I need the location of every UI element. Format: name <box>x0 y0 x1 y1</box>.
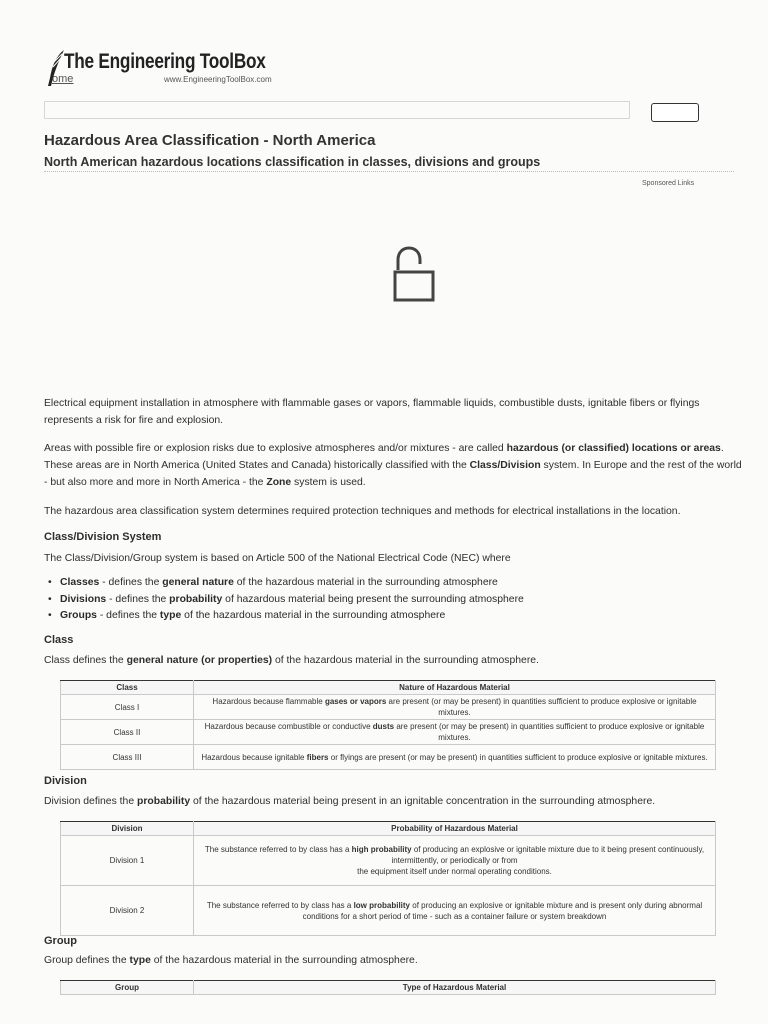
text: Hazardous because flammable <box>212 697 325 706</box>
text: are present (or may be present) in quantities sufficient to produce explosive or ignitable mixtures. <box>386 697 697 717</box>
list-item <box>44 575 524 592</box>
column-header: Probability of Hazardous Material <box>194 822 716 836</box>
column-header: Class <box>61 681 194 695</box>
bold-text: type <box>159 610 182 621</box>
table-header-row <box>61 981 716 995</box>
bold-text: Divisions <box>60 593 107 605</box>
column-header: Division <box>61 822 194 836</box>
bold-text: Groups <box>60 610 97 621</box>
section-heading-cds: Class/Division System <box>44 531 162 543</box>
text: Group defines the <box>44 955 130 966</box>
text: Division defines the <box>44 796 137 807</box>
bold-text: high probability <box>351 845 412 854</box>
cds-bullet-list <box>44 575 524 625</box>
bold-text: Classes <box>60 577 100 588</box>
table-row <box>61 720 716 745</box>
bold-text: type <box>129 955 151 966</box>
text: system. In Europe and the rest of the world - but also more and more in North America - the <box>44 460 742 488</box>
column-header: Group <box>61 981 194 995</box>
bold-text: Zone <box>266 477 292 488</box>
sponsored-links-label: Sponsored Links <box>642 180 695 187</box>
section-heading-group: Group <box>44 935 77 947</box>
class-text <box>44 652 744 669</box>
group-text <box>44 952 744 969</box>
bold-text: hazardous (or classified) locations or areas <box>506 443 721 454</box>
intro-paragraph-3: The hazardous area classification system determines required protection techniques and methods for electrical installations in the location. <box>44 506 681 517</box>
class-description <box>194 745 716 770</box>
table-row <box>61 836 716 886</box>
search-bar[interactable] <box>44 101 630 119</box>
class-name: Class I <box>61 695 194 720</box>
page-subtitle: North American hazardous locations classification in classes, divisions and groups <box>44 155 541 169</box>
division-description <box>194 836 716 886</box>
section-heading-division: Division <box>44 775 87 787</box>
text: Hazardous because combustible or conductive <box>204 722 373 731</box>
column-header: Nature of Hazardous Material <box>194 681 716 695</box>
unlocked-lock-icon <box>392 246 436 302</box>
text: Hazardous because ignitable <box>201 752 307 762</box>
bold-text: gases or vapors <box>324 697 387 706</box>
class-name: Class III <box>61 745 194 770</box>
class-table <box>60 680 716 770</box>
bold-text: general nature (or properties) <box>126 655 273 666</box>
text: of the hazardous material in the surrounding atmosphere. <box>150 955 418 966</box>
text: of the hazardous material in the surrounding atmosphere. <box>272 655 539 666</box>
class-name: Class II <box>61 720 194 745</box>
text: Class defines the <box>44 655 127 666</box>
list-item <box>44 592 524 609</box>
section-heading-class: Class <box>44 634 74 646</box>
text: are present (or may be present) in quantities sufficient to produce explosive or ignitable mixtures. <box>394 722 705 742</box>
site-url: www.EngineeringToolBox.com <box>164 75 272 84</box>
class-description <box>194 695 716 720</box>
text: of the hazardous material in the surrounding atmosphere <box>233 577 498 588</box>
bold-text: Class/Division <box>469 460 541 471</box>
intro-paragraph-2 <box>44 440 744 491</box>
table-header-row <box>61 681 716 695</box>
text: . These areas are in North America (United States and Canada) historically classified with the <box>44 443 724 471</box>
bold-text: fibers <box>306 752 329 762</box>
text: The substance referred to by class has a <box>206 900 354 910</box>
table-row <box>61 745 716 770</box>
division-table <box>60 821 716 936</box>
bold-text: low probability <box>353 900 411 910</box>
bold-text: dusts <box>372 722 395 731</box>
home-link[interactable]: ome <box>52 73 74 85</box>
text: - defines the <box>106 593 170 605</box>
text: of the hazardous material being present in an ignitable concentration in the surrounding atmosphere. <box>190 796 656 807</box>
table-row <box>61 886 716 936</box>
text: Areas with possible fire or explosion risks due to explosive atmospheres and/or mixtures - are called <box>44 443 507 454</box>
menu-button[interactable] <box>651 103 699 122</box>
table-header-row <box>61 822 716 836</box>
page-title: Hazardous Area Classification - North America <box>44 132 376 149</box>
list-item <box>44 608 524 625</box>
table-row <box>61 695 716 720</box>
divider <box>44 171 734 172</box>
text: - defines the <box>99 577 163 588</box>
group-table <box>60 980 716 995</box>
column-header: Type of Hazardous Material <box>194 981 716 995</box>
bold-text: probability <box>169 593 223 605</box>
text: of hazardous material being present the surrounding atmosphere <box>222 593 524 605</box>
division-text <box>44 793 744 810</box>
bold-text: general nature <box>162 577 234 588</box>
text: The substance referred to by class has a <box>204 845 352 854</box>
intro-paragraph-1: Electrical equipment installation in atmosphere with flammable gases or vapors, flammable liquids, combustible dusts, ignitable fibers or flyings represents a risk for fire and explosion. <box>44 398 700 426</box>
text: - defines the <box>96 610 160 621</box>
text: system is used. <box>291 477 366 488</box>
division-name: Division 2 <box>61 886 194 936</box>
text: the equipment itself under normal operating conditions. <box>357 867 552 876</box>
text: of producing an explosive or ignitable mixture due to it being present continuously, intermittently, or periodically or from <box>391 845 705 865</box>
text: of the hazardous material in the surrounding atmosphere <box>181 610 446 621</box>
division-name: Division 1 <box>61 836 194 886</box>
text: or flyings are present (or may be present) in quantities sufficient to produce explosive or ignitable mixtures. <box>328 752 708 762</box>
cds-text: The Class/Division/Group system is based on Article 500 of the National Electrical Code (NEC) where <box>44 553 511 564</box>
text: of producing an explosive or ignitable mixture and is present only during abnormal conditions for a short period of time - such as a container failure or system breakdown <box>302 900 703 921</box>
division-description <box>194 886 716 936</box>
bold-text: probability <box>137 796 191 807</box>
site-logo-title[interactable]: The Engineering ToolBox <box>64 50 266 73</box>
class-description <box>194 720 716 745</box>
